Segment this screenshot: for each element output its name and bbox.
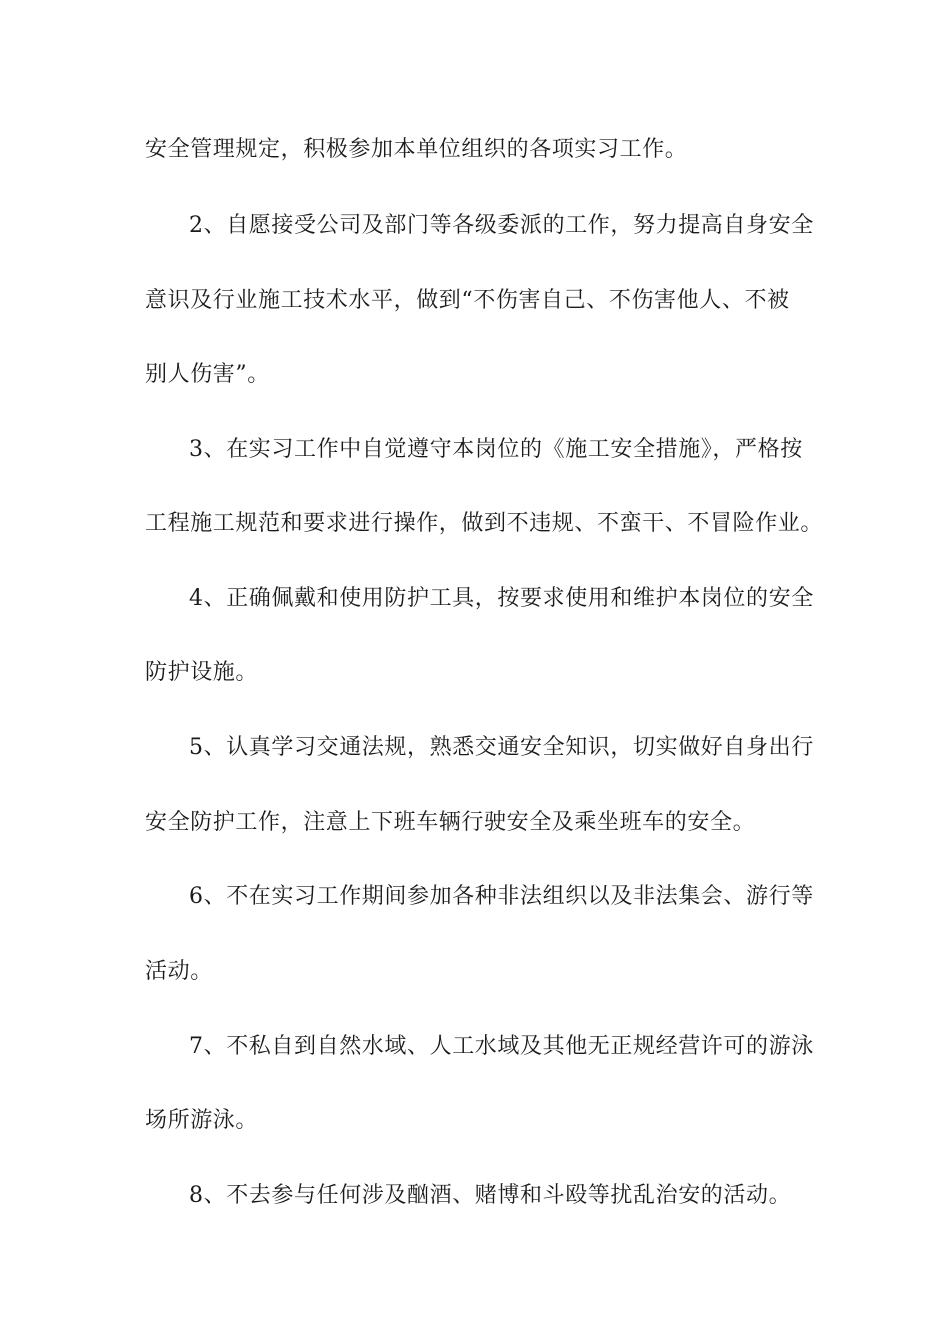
text-line: 防护设施。 <box>145 660 259 685</box>
text-line: 6、不在实习工作期间参加各种非法组织以及非法集会、游行等 <box>189 884 814 909</box>
text-line: 4、正确佩戴和使用防护工具，按要求使用和维护本岗位的安全 <box>189 586 814 611</box>
text-line: 工程施工规范和要求进行操作，做到不违规、不蛮干、不冒险作业。 <box>145 511 824 536</box>
text-line: 活动。 <box>145 959 213 984</box>
text-line: 安全防护工作，注意上下班车辆行驶安全及乘坐班车的安全。 <box>145 810 756 835</box>
text-line: 3、在实习工作中自觉遵守本岗位的《施工安全措施》，严格按 <box>189 437 803 462</box>
text-line: 5、认真学习交通法规，熟悉交通安全知识，切实做好自身出行 <box>189 735 814 760</box>
text-line: 8、不去参与任何涉及酗酒、赌博和斗殴等扰乱治安的活动。 <box>189 1183 792 1208</box>
text-line: 别人伤害”。 <box>145 362 270 387</box>
text-line: 2、自愿接受公司及部门等各级委派的工作，努力提高自身安全 <box>189 213 814 238</box>
text-line: 安全管理规定，积极参加本单位组织的各项实习工作。 <box>145 137 688 162</box>
text-line: 场所游泳。 <box>145 1108 259 1133</box>
text-line: 7、不私自到自然水域、人工水域及其他无正规经营许可的游泳 <box>189 1034 814 1059</box>
text-line: 意识及行业施工技术水平，做到“不伤害自己、不伤害他人、不被 <box>145 288 790 313</box>
